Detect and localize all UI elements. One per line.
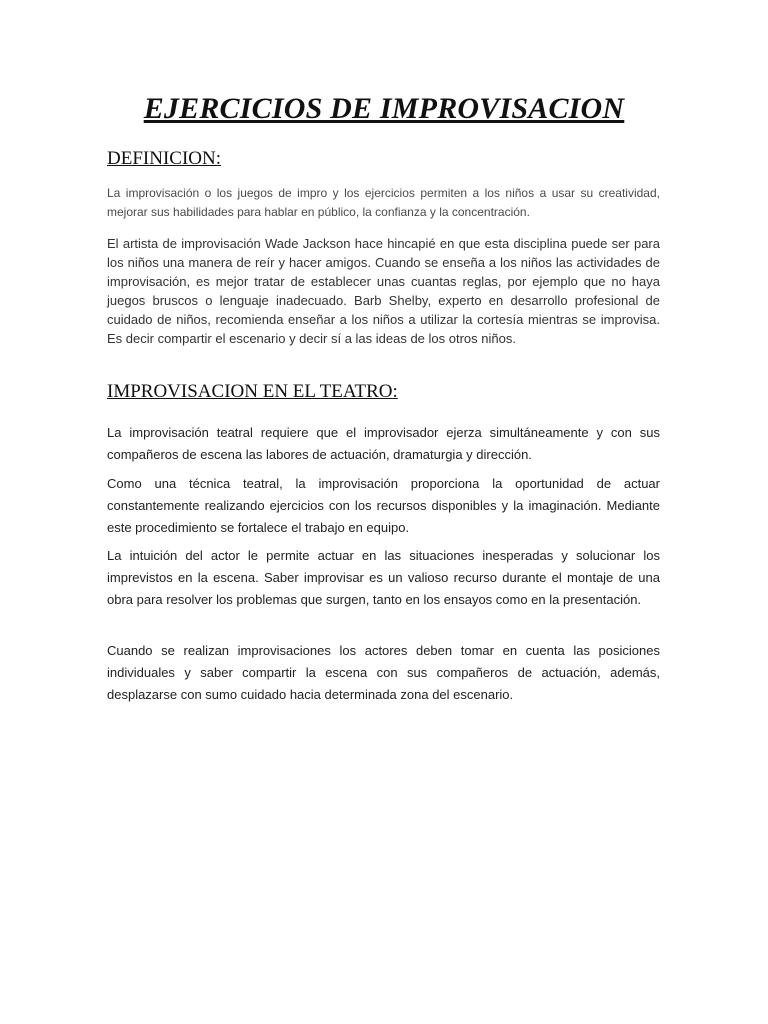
section-heading-improvisacion-teatro: IMPROVISACION EN EL TEATRO: xyxy=(107,381,398,402)
document-title: EJERCICIOS DE IMPROVISACION xyxy=(143,92,625,125)
paragraph-teatro-1: La improvisación teatral requiere que el improvisador ejerza simultáneamente y con sus compañeros de escena las labores de actuación, dramaturgia y dirección. xyxy=(107,425,660,462)
paragraph-definicion-2: El artista de improvisación Wade Jackson hace hincapié en que esta disciplina puede ser para los niños una manera de reír y hacer amigos. Cuando se enseña a los niños las actividades de improvisación, es mejor tratar de establecer unas cuantas reglas, por ejemplo que no haya juegos bruscos o lenguaje inadecuado. Barb Shelby, experto en desarrollo profesional de cuidado de niños, recomienda enseñar a los niños a utilizar la cortesía mientras se improvisa. Es decir compartir el escenario y decir sí a las ideas de los otros niños. xyxy=(107,236,660,346)
paragraph-teatro-3: La intuición del actor le permite actuar en las situaciones inesperadas y solucionar los imprevistos en la escena. Saber improvisar es un valioso recurso durante el montaje de una obra para resolver los problemas que surgen, tanto en los ensayos como en la presentación. xyxy=(107,548,660,607)
paragraph-teatro-2: Como una técnica teatral, la improvisación proporciona la oportunidad de actuar constantemente realizando ejercicios con los recursos disponibles y la imaginación. Mediante este procedimiento se fortalece el trabajo en equipo. xyxy=(107,476,660,535)
paragraph-teatro-4: Cuando se realizan improvisaciones los actores deben tomar en cuenta las posiciones individuales y saber compartir la escena con sus compañeros de actuación, además, desplazarse con sumo cuidado hacia determinada zona del escenario. xyxy=(107,643,660,702)
section-heading-definicion: DEFINICION: xyxy=(107,148,221,169)
paragraph-definicion-1: La improvisación o los juegos de impro y los ejercicios permiten a los niños a usar su creatividad, mejorar sus habilidades para hablar en público, la confianza y la concentración. xyxy=(107,186,660,219)
